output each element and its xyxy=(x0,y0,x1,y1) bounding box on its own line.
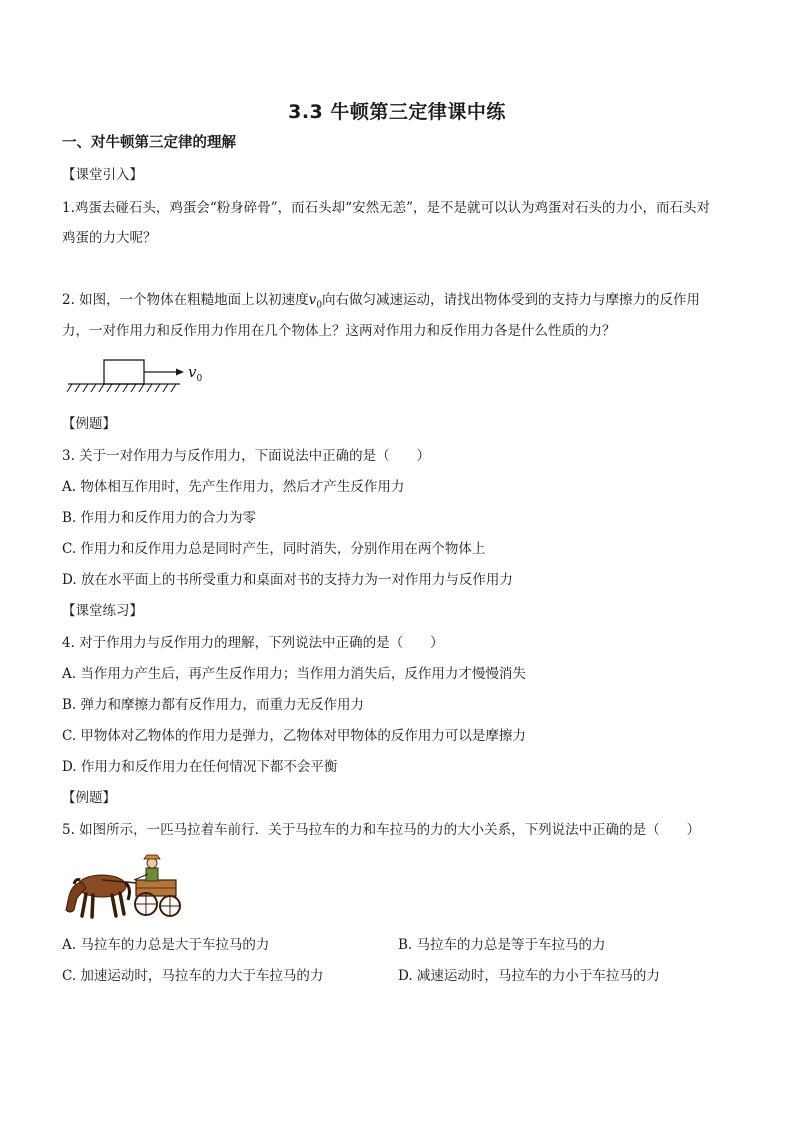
q4-option-d: D. 作用力和反作用力在任何情况下都不会平衡 xyxy=(62,759,338,775)
q4-option-c: C. 甲物体对乙物体的作用力是弹力，乙物体对甲物体的反作用力可以是摩擦力 xyxy=(62,728,526,744)
q5-option-c: C. 加速运动时，马拉车的力大于车拉马的力 xyxy=(62,968,324,984)
ground-hatching xyxy=(67,384,176,392)
q1-line2: 鸡蛋的力大呢？ xyxy=(62,230,157,246)
figure-velocity-label xyxy=(188,362,202,389)
velocity-subscript: 0 xyxy=(316,300,323,311)
page-title: 3.3 牛顿第三定律课中练 xyxy=(288,101,506,123)
q5-option-b: B. 马拉车的力总是等于车拉马的力 xyxy=(398,937,606,953)
q5-stem: 5. 如图所示，一匹马拉着车前行．关于马拉车的力和车拉马的力的大小关系，下列说法中正确的是（ ） xyxy=(62,822,701,838)
driver-hat xyxy=(144,855,160,859)
driver-head xyxy=(147,858,157,868)
tag-example-1: 【例题】 xyxy=(62,416,116,432)
figure-v-subscript: 0 xyxy=(196,374,203,384)
q3-option-b: B. 作用力和反作用力的合力为零 xyxy=(62,510,257,526)
horse-cart-figure xyxy=(62,850,182,928)
q4-option-a: A. 当作用力产生后，再产生反作用力；当作用力消失后，反作用力才慢慢消失 xyxy=(62,666,526,682)
velocity-symbol: v xyxy=(308,292,317,308)
q3-option-d: D. 放在水平面上的书所受重力和桌面对书的支持力为一对作用力与反作用力 xyxy=(62,572,513,588)
q3-option-c: C. 作用力和反作用力总是同时产生，同时消失，分别作用在两个物体上 xyxy=(62,541,486,557)
velocity-arrow-head xyxy=(176,369,184,376)
q5-option-a: A. 马拉车的力总是大于车拉马的力 xyxy=(62,937,270,953)
section-heading: 一、对牛顿第三定律的理解 xyxy=(62,135,236,151)
horse-tail xyxy=(125,882,129,900)
q4-option-b: B. 弹力和摩擦力都有反作用力，而重力无反作用力 xyxy=(62,697,365,713)
q2-line2: 力，一对作用力和反作用力作用在几个物体上？这两对作用力和反作用力各是什么性质的力？ xyxy=(62,323,616,339)
q3-stem: 3. 关于一对作用力与反作用力，下面说法中正确的是（ ） xyxy=(62,448,431,464)
q3-option-a: A. 物体相互作用时，先产生作用力，然后才产生反作用力 xyxy=(62,479,405,495)
block-shape xyxy=(104,360,144,384)
horse-cart-svg xyxy=(62,850,182,928)
q4-stem: 4. 对于作用力与反作用力的理解，下列说法中正确的是（ ） xyxy=(62,635,444,651)
q5-option-d: D. 减速运动时，马拉车的力小于车拉马的力 xyxy=(398,968,660,984)
q2-line1-pre: 2. 如图，一个物体在粗糙地面上以初速度 xyxy=(62,292,309,308)
tag-example-2: 【例题】 xyxy=(62,790,116,806)
q2-line1 xyxy=(62,290,700,316)
tag-practice: 【课堂练习】 xyxy=(62,603,143,619)
tag-intro: 【课堂引入】 xyxy=(62,167,143,183)
figure-v-symbol: v xyxy=(188,363,197,381)
q1-line1: 1.鸡蛋去碰石头，鸡蛋会“粉身碎骨”，而石头却“安然无恙”，是不是就可以认为鸡蛋对石头的力小，而石头对 xyxy=(62,200,710,216)
q2-line1-post: 向右做匀减速运动，请找出物体受到的支持力与摩擦力的反作用 xyxy=(322,292,701,308)
